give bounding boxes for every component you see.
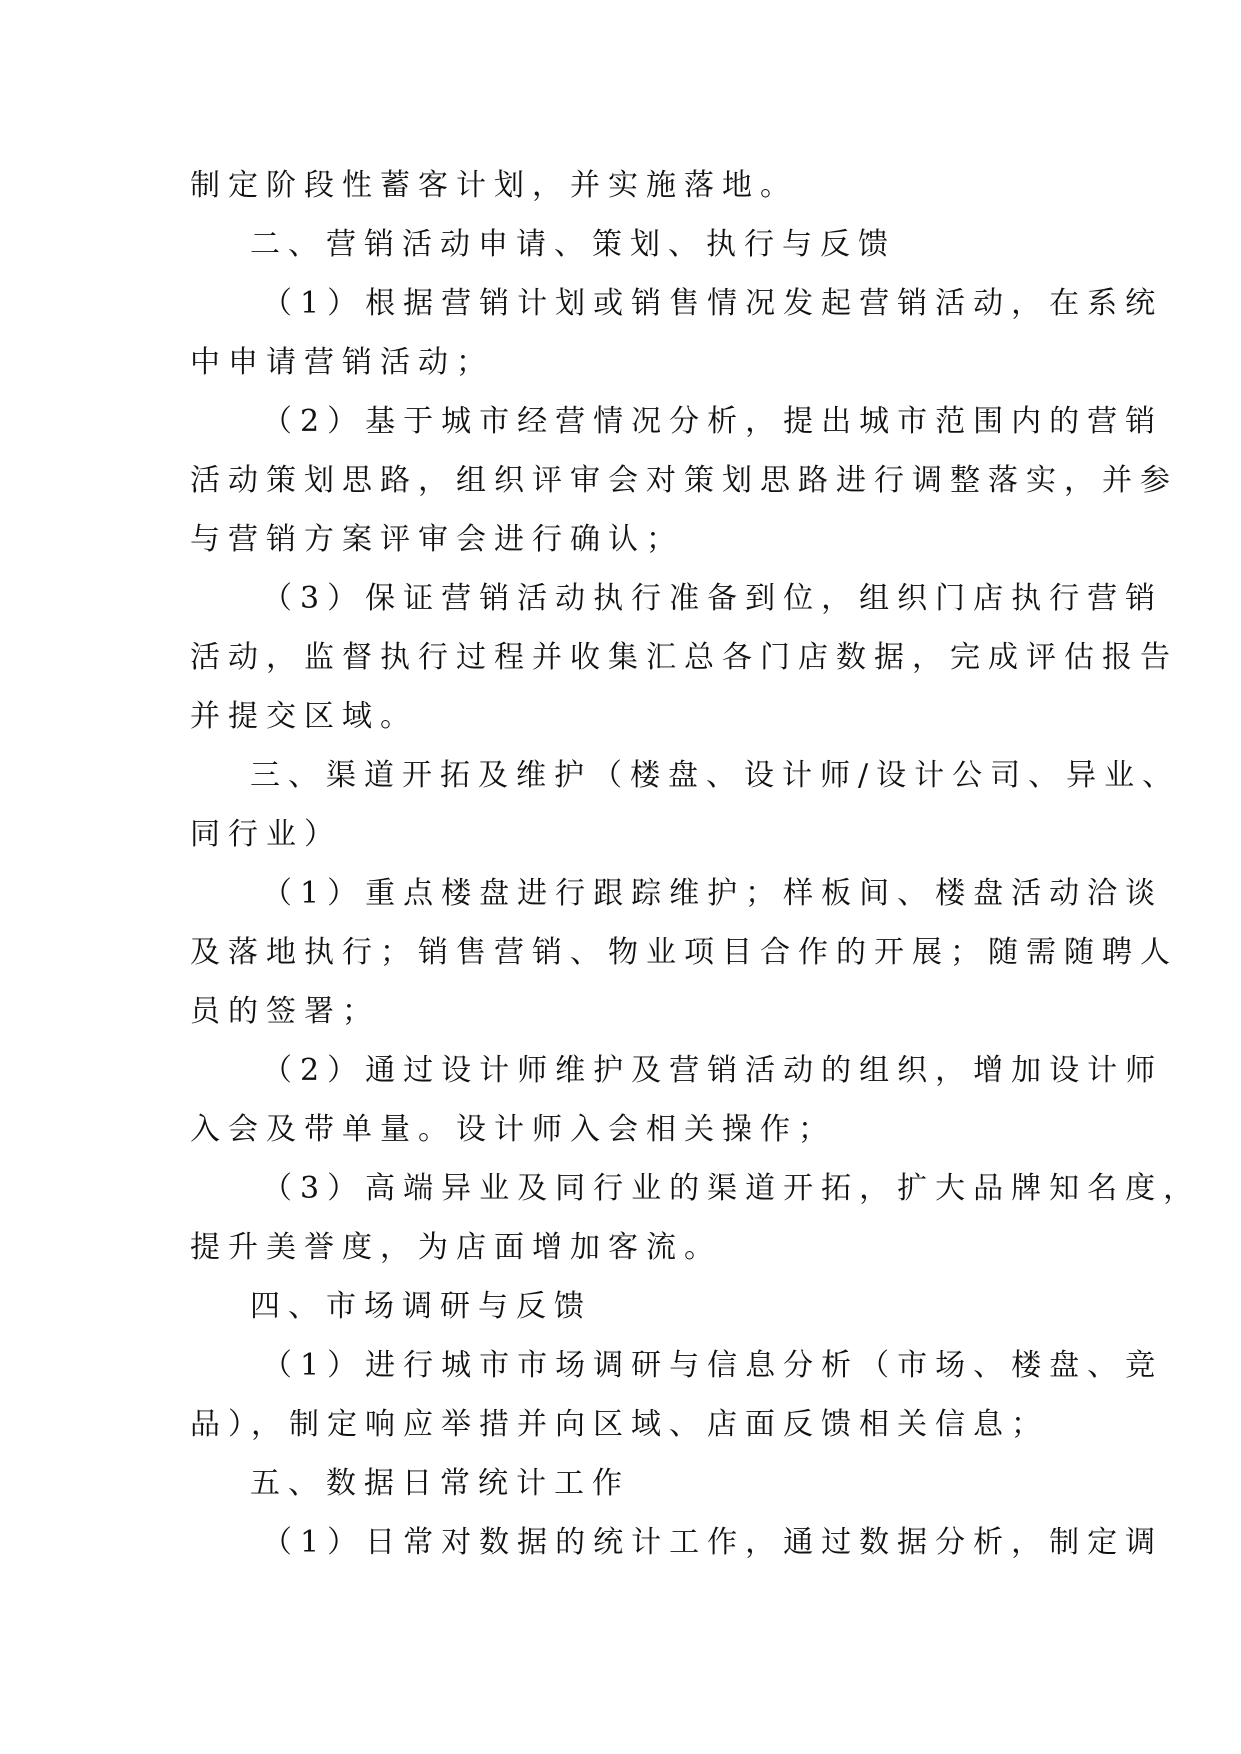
section-heading: 二、营销活动申请、策划、执行与反馈 (250, 227, 896, 262)
paragraph-line: （3）高端异业及同行业的渠道开拓，扩大品牌知名度， (262, 1171, 1202, 1206)
section-heading: 五、数据日常统计工作 (250, 1466, 630, 1501)
paragraph-line: 中申请营销活动； (190, 345, 494, 380)
paragraph-line: 员的签署； (190, 994, 380, 1029)
document-body (190, 156, 1202, 1572)
paragraph-line: 活动策划思路，组织评审会对策划思路进行调整落实，并参 (190, 463, 1178, 498)
paragraph-line: （2）基于城市经营情况分析，提出城市范围内的营销 (262, 404, 1164, 439)
paragraph-line: （3）保证营销活动执行准备到位，组织门店执行营销 (262, 581, 1164, 616)
section-heading: 三、渠道开拓及维护（楼盘、设计师/设计公司、异业、 (250, 758, 1181, 793)
paragraph-line: 入会及带单量。设计师入会相关操作； (190, 1112, 836, 1147)
paragraph-line: 制定阶段性蓄客计划，并实施落地。 (190, 168, 798, 203)
section-heading: 四、市场调研与反馈 (250, 1289, 592, 1324)
paragraph-line: （1）重点楼盘进行跟踪维护；样板间、楼盘活动洽谈 (262, 876, 1164, 911)
paragraph-line: 活动，监督执行过程并收集汇总各门店数据，完成评估报告 (190, 640, 1178, 675)
paragraph-line: 及落地执行；销售营销、物业项目合作的开展；随需随聘人 (190, 935, 1178, 970)
paragraph-line: 品），制定响应举措并向区域、店面反馈相关信息； (190, 1407, 1049, 1442)
paragraph-line: （1）根据营销计划或销售情况发起营销活动，在系统 (262, 286, 1164, 321)
paragraph-line: 并提交区域。 (190, 699, 418, 734)
paragraph-line: （1）进行城市市场调研与信息分析（市场、楼盘、竞 (262, 1348, 1164, 1383)
paragraph-line: 同行业） (190, 817, 342, 852)
paragraph-line: （2）通过设计师维护及营销活动的组织，增加设计师 (262, 1053, 1164, 1088)
paragraph-line: （1）日常对数据的统计工作，通过数据分析，制定调 (262, 1525, 1164, 1560)
paragraph-line: 与营销方案评审会进行确认； (190, 522, 684, 557)
paragraph-line: 提升美誉度，为店面增加客流。 (190, 1230, 722, 1265)
